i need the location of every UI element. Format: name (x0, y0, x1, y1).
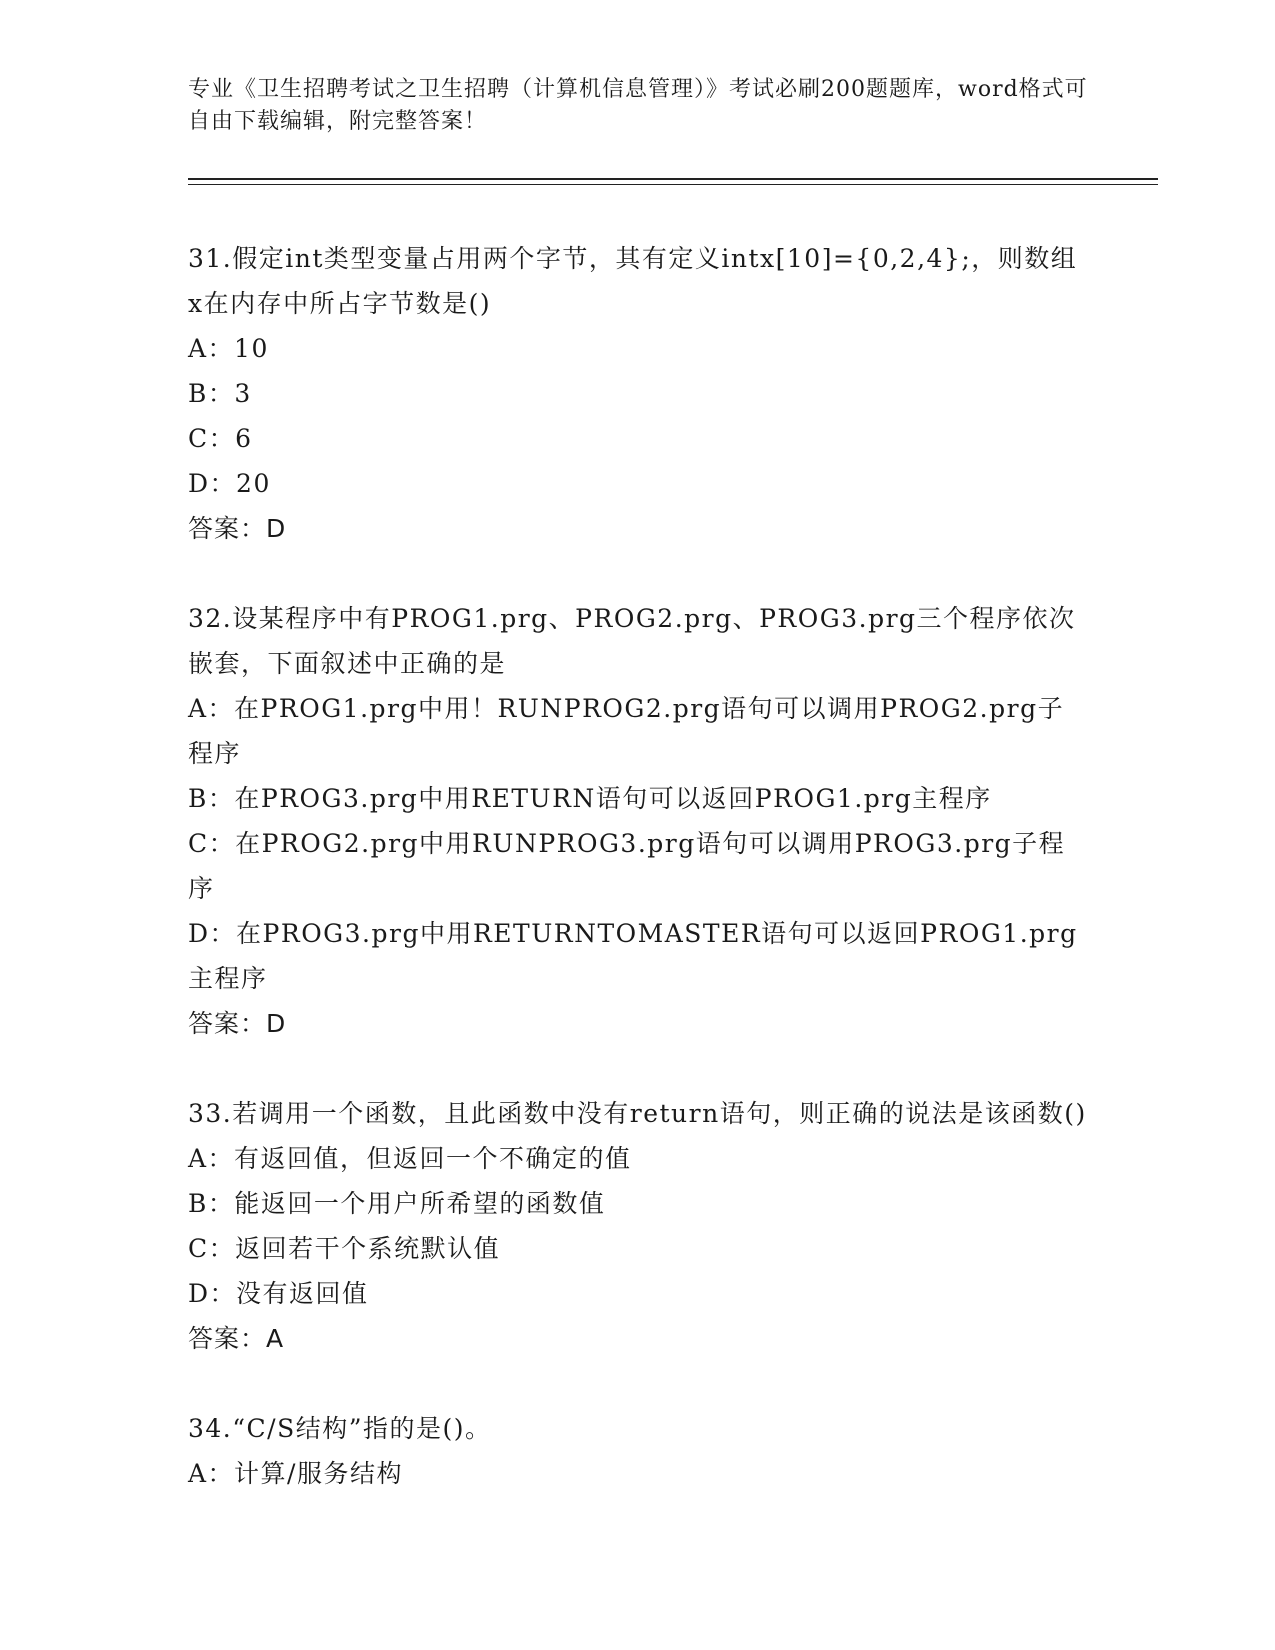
option-a: A：有返回值，但返回一个不确定的值 (188, 1144, 632, 1173)
option-c: C：在PROG2.prg中用RUNPROG3.prg语句可以调用PROG3.prg子程序 (188, 829, 1066, 903)
option-d: D：在PROG3.prg中用RETURNTOMASTER语句可以返回PROG1.prg主程序 (188, 919, 1078, 993)
option-a: A：在PROG1.prg中用！RUNPROG2.prg语句可以调用PROG2.prg子程序 (188, 694, 1065, 768)
document-header: 专业《卫生招聘考试之卫生招聘（计算机信息管理）》考试必刷200题题库，word格式可自由下载编辑，附完整答案！ (188, 77, 1088, 134)
answer: 答案：D (188, 1009, 287, 1038)
question-31 (188, 236, 1088, 551)
question-list (188, 236, 1088, 1496)
question-stem: 33.若调用一个函数，且此函数中没有return语句，则正确的说法是该函数() (188, 1099, 1087, 1128)
option-a: A：计算/服务结构 (188, 1459, 403, 1488)
option-b: B：在PROG3.prg中用RETURN语句可以返回PROG1.prg主程序 (188, 784, 992, 813)
option-c: C：返回若干个系统默认值 (188, 1234, 501, 1263)
option-b: B：3 (188, 379, 252, 408)
header-rule-thick (188, 178, 1158, 180)
answer: 答案：D (188, 514, 287, 543)
option-d: D：20 (188, 469, 271, 498)
question-32 (188, 596, 1088, 1046)
option-c: C：6 (188, 424, 253, 453)
question-33 (188, 1091, 1088, 1361)
option-a: A：10 (188, 334, 269, 363)
question-stem: 31.假定int类型变量占用两个字节，其有定义intx[10]={0,2,4};，则数组x在内存中所占字节数是() (188, 244, 1078, 318)
question-34 (188, 1406, 1088, 1496)
question-gap (188, 551, 1088, 596)
option-d: D：没有返回值 (188, 1279, 369, 1308)
question-gap (188, 1361, 1088, 1406)
answer: 答案：A (188, 1324, 285, 1353)
option-b: B：能返回一个用户所希望的函数值 (188, 1189, 606, 1218)
question-gap (188, 1046, 1088, 1091)
question-stem: 32.设某程序中有PROG1.prg、PROG2.prg、PROG3.prg三个程序依次嵌套，下面叙述中正确的是 (188, 604, 1076, 678)
question-stem: 34.“C/S结构”指的是()。 (188, 1414, 492, 1443)
header-rule-thin (188, 184, 1158, 185)
